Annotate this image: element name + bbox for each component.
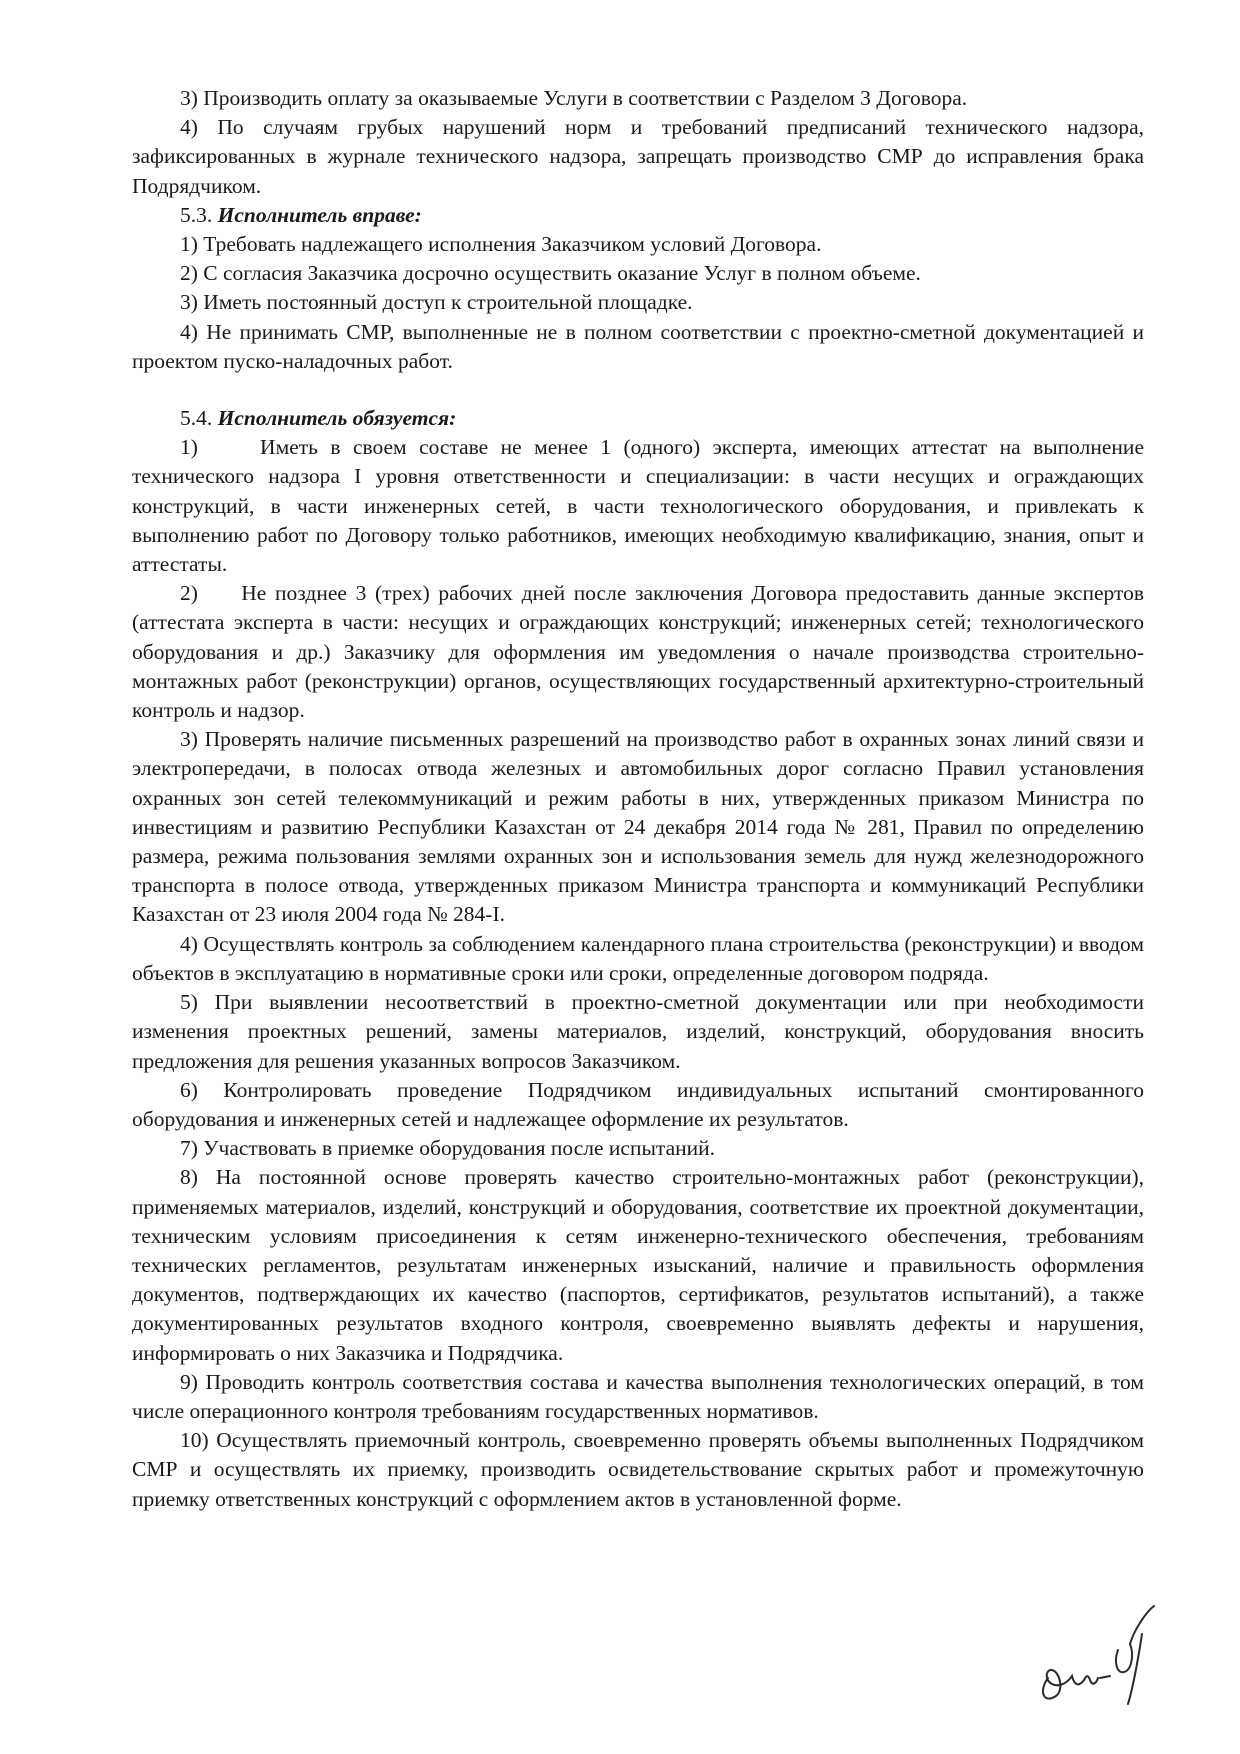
section-title: Исполнитель вправе:: [217, 202, 422, 227]
list-item: 2) Не позднее 3 (трех) рабочих дней после заключения Договора предоставить данные экспертов (аттестата эксперта в части: несущих и ограждающих конструкций; инженерных сетей; технологического оборудования и др.) Заказчику для оформления им уведомления о начале производства строительно-монтажных работ (реконструкции) органов, осуществляющих государственный архитектурно-строительный контроль и надзор.: [132, 581, 1150, 723]
list-item: 9) Проводить контроль соответствия состава и качества выполнения технологических операций, в том числе операционного контроля требованиям государственных нормативов.: [132, 1369, 1144, 1423]
list-item: 7) Участвовать в приемке оборудования после испытаний.: [180, 1136, 716, 1161]
section-number: 5.4.: [180, 406, 213, 431]
list-item: 3) Проверять наличие письменных разрешений на производство работ в охранных зонах линий связи и электропередачи, в полосах отвода железных и автомобильных дорог согласно Правил установления охранных зон сетей телекоммуникаций и режим работы в них, утвержденных приказом Министра по инвестициям и развитию Республики Казахстан от 24 декабря 2014 года № 281, Правил по определению размера, режима пользования землями охранных зон и использования земель для нужд железнодорожного транспорта в полосе отвода, утвержденных приказом Министра транспорта и коммуникаций Республики Казахстан от 23 июля 2004 года № 284-I.: [132, 727, 1144, 927]
paragraph-prohibit-works: 4) По случаям грубых нарушений норм и требований предписаний технического надзора, зафиксированных в журнале технического надзора, запрещать производство СМР до исправления брака Подрядчиком.: [132, 115, 1144, 198]
list-item: 4) Осуществлять контроль за соблюдением календарного плана строительства (реконструкции) и вводом объектов в эксплуатацию в нормативные сроки или сроки, определенные договором подряда.: [132, 931, 1144, 985]
paragraph-payment: 3) Производить оплату за оказываемые Услуги в соответствии с Разделом 3 Договора.: [180, 86, 968, 110]
section-heading-5-4: [132, 404, 1144, 433]
list-item: 5) При выявлении несоответствий в проектно-сметной документации или при необходимости изменения проектных решений, замены материалов, изделий, конструкций, оборудования вносить предложения для решения указанных вопросов Заказчиком.: [132, 990, 1144, 1073]
list-item: 3) Иметь постоянный доступ к строительной площадке.: [180, 290, 693, 315]
section-heading-5-3: [132, 201, 1144, 230]
list-item: 10) Осуществлять приемочный контроль, своевременно проверять объемы выполненных Подрядчиком СМР и осуществлять их приемку, производить освидетельствование скрытых работ и промежуточную приемку ответственных конструкций с оформлением актов в установленной форме.: [132, 1428, 1144, 1511]
handwritten-signature: [1030, 1600, 1170, 1710]
list-item: 6) Контролировать проведение Подрядчиком индивидуальных испытаний смонтированного оборудования и инженерных сетей и надлежащее оформление их результатов.: [132, 1077, 1144, 1131]
section-gap: [132, 376, 1144, 404]
section-title: Исполнитель обязуется:: [217, 406, 457, 431]
list-item: 2) С согласия Заказчика досрочно осуществить оказание Услуг в полном объеме.: [180, 261, 921, 286]
list-item: 8) На постоянной основе проверять качество строительно-монтажных работ (реконструкции), применяемых материалов, изделий, конструкций и оборудования, соответствие их проектной документации, техническим условиям присоединения к сетям инженерно-технического обеспечения, требованиям технических регламентов, результатам инженерных изысканий, наличие и правильность оформления документов, подтверждающих их качество (паспортов, сертификатов, результатов испытаний), а также документированных результатов входного контроля, своевременно выявлять дефекты и нарушения, информировать о них Заказчика и Подрядчика.: [132, 1165, 1144, 1365]
section-number: 5.3.: [180, 202, 213, 227]
list-item: 4) Не принимать СМР, выполненные не в полном соответствии с проектно-сметной документацией и проектом пуско-наладочных работ.: [132, 319, 1144, 373]
document-page: [132, 84, 1150, 1514]
list-item: 1) Иметь в своем составе не менее 1 (одного) эксперта, имеющих аттестат на выполнение технического надзора I уровня ответственности и специализации: в части несущих и ограждающих конструкций, в части инженерных сетей, в части технологического оборудования, и привлекать к выполнению работ по Договору только работников, имеющих необходимую квалификацию, знания, опыт и аттестаты.: [132, 435, 1150, 577]
list-item: 1) Требовать надлежащего исполнения Заказчиком условий Договора.: [180, 232, 822, 257]
